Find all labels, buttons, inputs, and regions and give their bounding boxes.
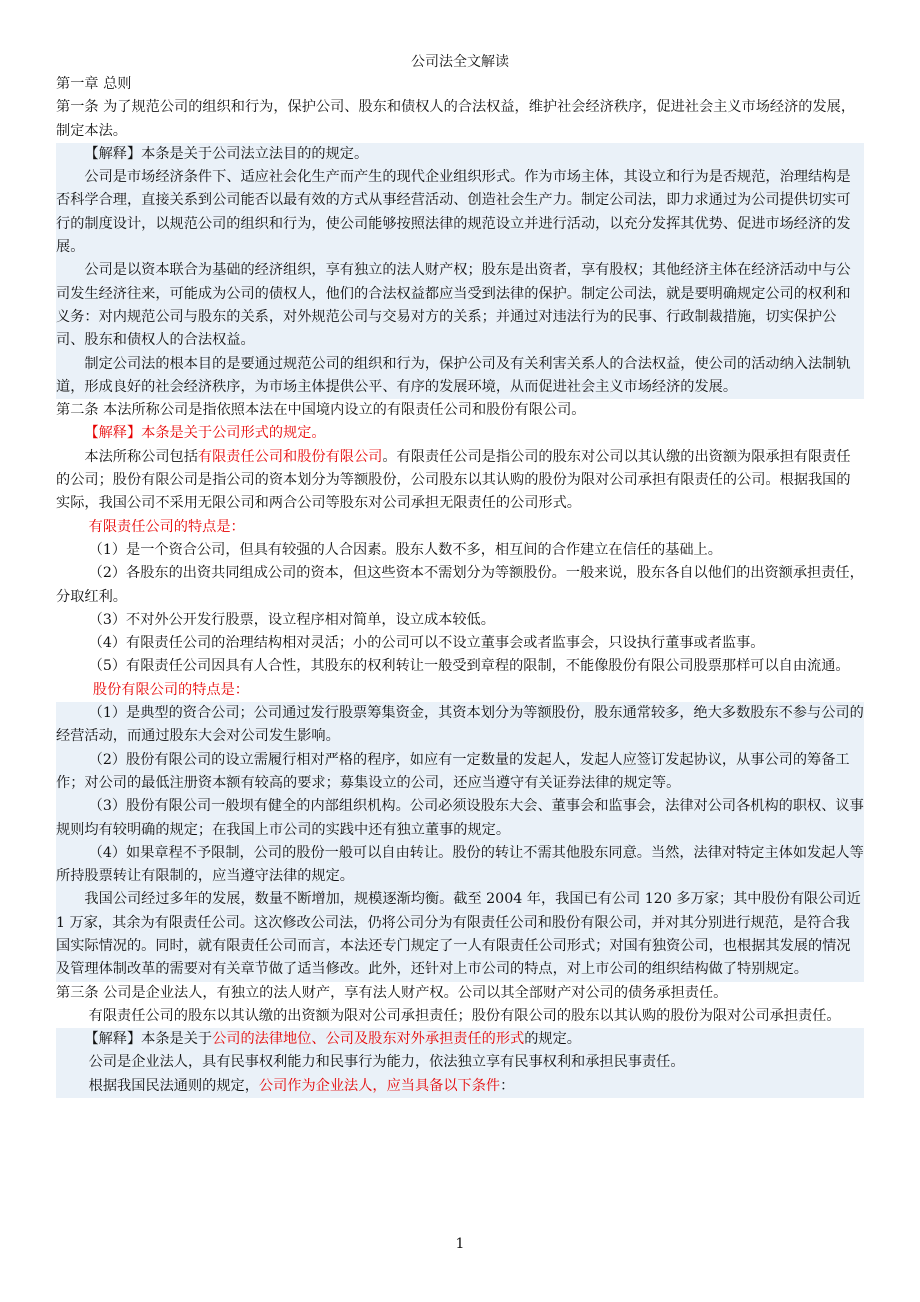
article-3: 第三条 公司是企业法人，有独立的法人财产，享有法人财产权。公司以其全部财产对公司的债务承担责任。 — [56, 984, 728, 1001]
paragraph: 有限责任公司的股东以其认缴的出资额为限对公司承担责任；股份有限公司的股东以其认购的股份为限对公司承担责任。 — [88, 1007, 841, 1024]
article-1: 第一条 为了规范公司的组织和行为，保护公司、股东和债权人的合法权益，维护社会经济秩序，促进社会主义市场经济的发展，制定本法。 — [56, 99, 856, 139]
list-item: （5）有限责任公司因具有人合性，其股东的权利转让一般受到章程的限制，不能像股份有限公司股票那样可以自由流通。 — [88, 658, 850, 675]
paragraph-text: 【解释】本条是关于 — [84, 1031, 213, 1048]
paragraph: 公司是市场经济条件下、适应社会化生产而产生的现代企业组织形式。作为市场主体，其设立和行为是否规范，治理结构是否科学合理，直接关系到公司能否以最有效的方式从事经营活动、创造社会生产力。制定公司法，即力求通过为公司提供切实可行的制度设计，以规范公司的组织和行为，使公司能够按照法律的规范设立并进行活动，以充分发挥其优势、促进市场经济的发展。 — [56, 169, 851, 256]
emphasis-text: 公司作为企业法人，应当具备以下条件 — [258, 1077, 501, 1094]
list-item: （2）股份有限公司的设立需履行相对严格的程序，如应有一定数量的发起人，发起人应签订发起协议，从事公司的筹备工作；对公司的最低注册资本额有较高的要求；募集设立的公司，还应当遵守有关证券法律的规定等。 — [56, 751, 850, 791]
list-item: （4）有限责任公司的治理结构相对灵活；小的公司可以不设立董事会或者监事会，只设执行董事或者监事。 — [88, 635, 765, 652]
document-body — [56, 73, 864, 1098]
document-title: 公司法全文解读 — [411, 54, 509, 70]
jsc-features-block — [56, 702, 864, 982]
paragraph: 公司是企业法人，具有民事权利能力和民事行为能力，依法独立享有民事权利和承担民事责任。 — [88, 1054, 685, 1071]
page-number: 1 — [455, 1236, 465, 1252]
interpretation-label: 【解释】本条是关于公司法立法目的的规定。 — [84, 145, 369, 162]
list-item: （3）股份有限公司一般坝有健全的内部组织机构。公司必须设股东大会、董事会和监事会，法律对公司各机构的职权、议事规则均有较明确的规定；在我国上市公司的实践中还有独立董事的规定。 — [56, 798, 864, 838]
paragraph-text: 本法所称公司包括 — [84, 448, 198, 465]
interpretation-block-3 — [56, 1028, 864, 1098]
article-2: 第二条 本法所称公司是指依照本法在中国境内设立的有限责任公司和股份有限公司。 — [56, 402, 586, 419]
list-item: （2）各股东的出资共同组成公司的资本，但这些资本不需划分为等额股份。一般来说，股东各自以他们的出资额承担责任，分取红利。 — [56, 565, 864, 605]
paragraph: 公司是以资本联合为基础的经济组织，享有独立的法人财产权；股东是出资者，享有股权；其他经济主体在经济活动中与公司发生经济往来，可能成为公司的债权人，他们的合法权益都应当受到法律的保护。制定公司法，就是要明确规定公司的权利和义务：对内规范公司与股东的关系，对外规范公司与交易对方的关系；并通过对违法行为的民事、行政制裁措施，切实保护公司、股东和债权人的合法权益。 — [56, 262, 851, 349]
interpretation-block-1 — [56, 143, 864, 399]
paragraph: 制定公司法的根本目的是要通过规范公司的组织和行为，保护公司及有关利害关系人的合法权益，使公司的活动纳入法制轨道，形成良好的社会经济秩序，为市场主体提供公平、有序的发展环境，从而促进社会主义市场经济的发展。 — [56, 355, 851, 395]
paragraph — [56, 1028, 864, 1051]
chapter-heading: 第一章 总则 — [56, 76, 132, 92]
paragraph-text: 。有限责任公司是指公司的股东对公司以其认缴的出资额为限承担有限责任的公司；股份有限公司是指公司的资本划分为等额股份，公司股东以其认购的股份为限对公司承担有限责任的公司。根据我国的实际，我国公司不采用无限公司和两合公司等股东对公司承担无限责任的公司形式。 — [56, 448, 851, 512]
subheading-jsc-features: 股份有限公司的特点是： — [92, 681, 249, 698]
paragraph — [56, 446, 864, 516]
emphasis-text: 公司的法律地位、公司及股东对外承担责任的形式 — [212, 1031, 525, 1048]
interpretation-label-red: 【解释】本条是关于公司形式的规定。 — [84, 425, 326, 442]
list-item: （4）如果章程不予限制，公司的股份一般可以自由转让。股份的转让不需其他股东同意。当然，法律对特定主体如发起人等所持股票转让有限制的，应当遵守法律的规定。 — [56, 844, 864, 885]
subheading-llc-features: 有限责任公司的特点是： — [88, 518, 245, 535]
paragraph-text: 的规定。 — [524, 1031, 581, 1048]
list-item: （1）是典型的资合公司；公司通过发行股票筹集资金，其资本划分为等额股份，股东通常较多，绝大多数股东不参与公司的经营活动，而通过股东大会对公司发生影响。 — [56, 705, 864, 745]
paragraph-text: ： — [500, 1077, 515, 1094]
emphasis-text: 有限责任公司和股份有限公司 — [197, 448, 383, 465]
paragraph — [56, 1075, 864, 1098]
paragraph: 我国公司经过多年的发展，数量不断增加，规模逐渐均衡。截至 2004 年，我国已有公司 120 多万家；其中股份有限公司近 1 万家，其余为有限责任公司。这次修改公司法，仍将公司分为有限责任公司和股份有限公司，并对其分别进行规范，是符合我国实际情况的。同时，就有限责任公司而言，本法还专门规定了一人有限责任公司形式；对国有独资公司，也根据其发展的情况及管理体制改革的需要对有关章节做了适当修改。此外，还针对上市公司的特点，对上市公司的组织结构做了特别规定。 — [56, 891, 861, 978]
paragraph-text: 根据我国民法通则的规定， — [88, 1077, 259, 1094]
list-item: （1）是一个资合公司，但具有较强的人合因素。股东人数不多，相互间的合作建立在信任的基础上。 — [88, 541, 722, 558]
list-item: （3）不对外公开发行股票，设立程序相对简单，设立成本较低。 — [88, 611, 495, 628]
